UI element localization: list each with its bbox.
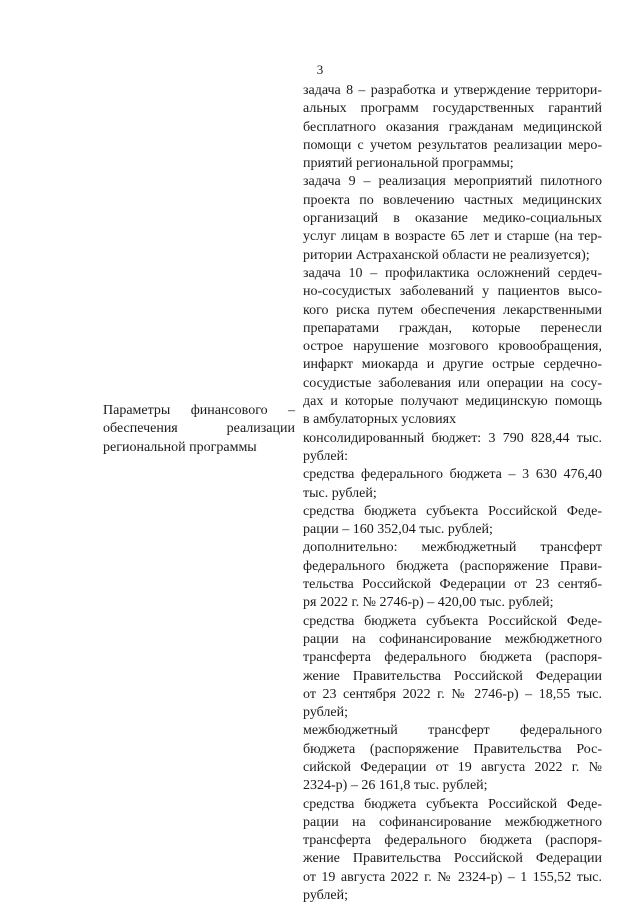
label-line: обеспечения реализации (103, 421, 295, 437)
text-line: трансферта федерального бюджета (распоря- (303, 833, 602, 849)
text-line: но-сосудистых заболеваний у пациентов высо- (303, 284, 602, 300)
text-line: задача 8 – разработка и утверждение территори- (303, 83, 602, 98)
text-line: средства бюджета субъекта Российской Феде- (303, 503, 602, 519)
text-line: рации – 160 352,04 тыс. рублей; (303, 522, 493, 538)
text-line: рублей; (303, 705, 348, 721)
text-line: сосудистые заболевания или операции на сосу- (303, 375, 602, 391)
text-line: инфаркт миокарда и другие острые сердечно- (303, 357, 602, 373)
text-line: ря 2022 г. № 2746-р) – 420,00 тыс. рублей; (303, 595, 554, 611)
financing-parameters-label (103, 402, 295, 457)
text-line: бюджета (распоряжение Правительства Рос- (303, 741, 602, 757)
text-line: межбюджетный трансферт федерального (303, 723, 602, 739)
page-number: 3 (316, 62, 324, 77)
text-line: тыс. рублей; (303, 485, 377, 501)
text-line: средства федерального бюджета – 3 630 476,40 (303, 467, 602, 483)
text-line: рублей: (303, 448, 348, 464)
text-line: средства бюджета субъекта Российской Феде- (303, 613, 602, 629)
text-line: трансферта федерального бюджета (распоря- (303, 650, 602, 666)
text-line: рации на софинансирование межбюджетного (303, 814, 602, 830)
text-line: жение Правительства Российской Федерации (303, 851, 602, 867)
text-line: альных программ государственных гарантий (303, 101, 602, 117)
text-line: дах и которые получают медицинскую помощь (303, 394, 602, 410)
text-line: жение Правительства Российской Федерации (303, 668, 602, 684)
text-line: задача 9 – реализация мероприятий пилотного (303, 174, 602, 190)
text-line: рации на софинансирование межбюджетного (303, 631, 602, 647)
label-line: региональной программы (103, 439, 257, 455)
text-line: помощи с учетом результатов реализации меро- (303, 137, 602, 153)
tasks-and-financing-text (303, 82, 602, 905)
text-line: ритории Астраханской области не реализуется); (303, 247, 590, 263)
text-line: сийской Федерации от 19 августа 2022 г. № (303, 759, 602, 775)
text-line: приятий региональной программы; (303, 156, 514, 172)
text-line: рублей; (303, 888, 348, 904)
text-line: средства бюджета субъекта Российской Феде- (303, 796, 602, 812)
text-line: препаратами граждан, которые перенесли (303, 320, 602, 336)
text-line: консолидированный бюджет: 3 790 828,44 тыс. (303, 430, 602, 446)
text-line: дополнительно: межбюджетный трансферт (303, 540, 602, 556)
text-line: организаций в оказание медико-социальных (303, 211, 602, 227)
text-line: тельства Российской Федерации от 23 сентяб- (303, 577, 602, 593)
text-line: услуг лицам в возрасте 65 лет и старше (на тер- (303, 229, 602, 245)
text-line: федерального бюджета (распоряжение Прави- (303, 558, 602, 574)
text-line: бесплатного оказания гражданам медицинской (303, 119, 602, 135)
text-line: в амбулаторных условиях (303, 412, 457, 428)
text-line: проекта по вовлечению частных медицинских (303, 192, 602, 208)
text-line: острое нарушение мозгового кровообращения, (303, 339, 602, 355)
text-line: кого риска путем обеспечения лекарственными (303, 302, 602, 318)
text-line: от 23 сентября 2022 г. № 2746-р) – 18,55 тыс. (303, 686, 602, 702)
text-line: 2324-р) – 26 161,8 тыс. рублей; (303, 778, 488, 794)
text-line: задача 10 – профилактика осложнений сердеч- (303, 265, 602, 281)
text-line: от 19 августа 2022 г. № 2324-р) – 1 155,52 тыс. (303, 869, 602, 885)
label-line: Параметры финансового – (103, 403, 295, 418)
